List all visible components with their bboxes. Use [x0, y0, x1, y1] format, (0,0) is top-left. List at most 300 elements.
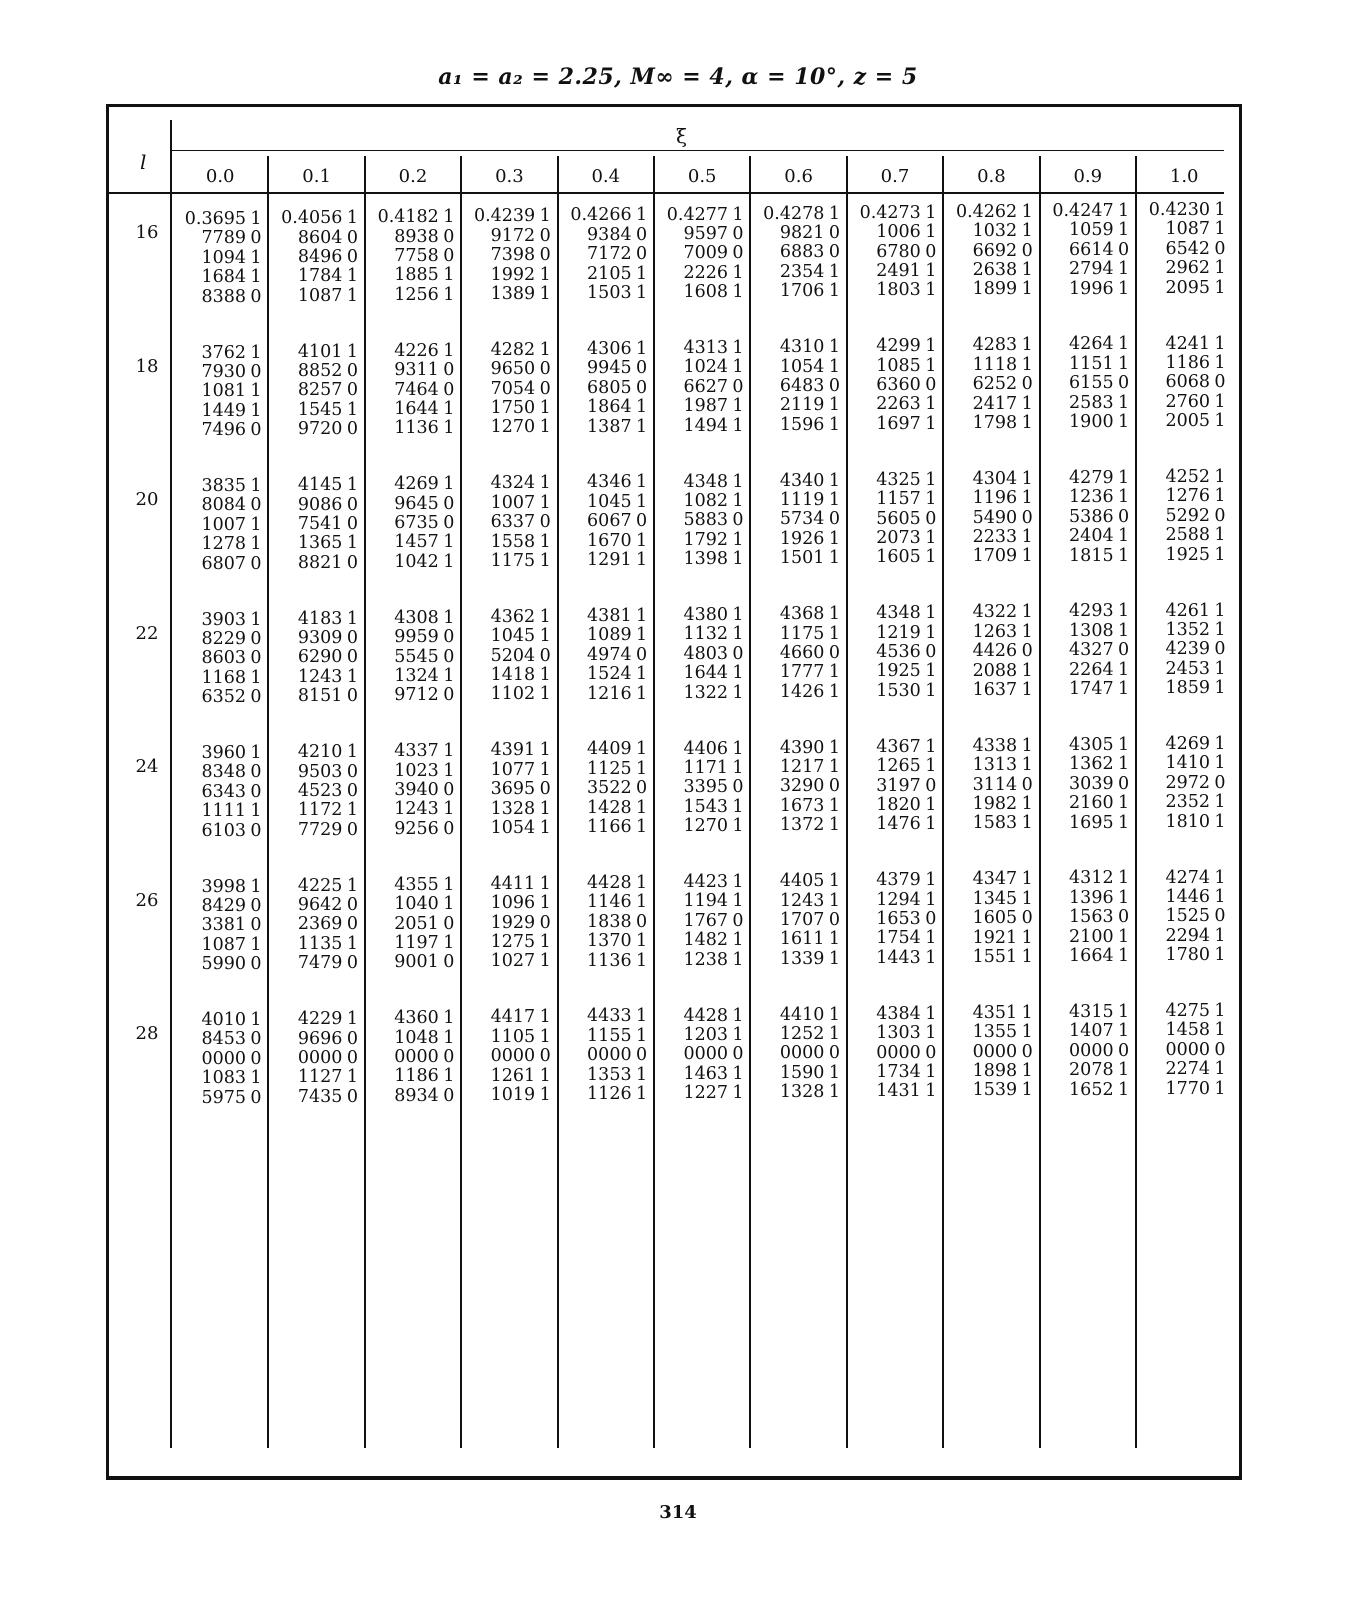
cell-flag: 0	[250, 954, 262, 975]
cell-value: 4241	[1165, 333, 1210, 354]
table-cell	[174, 611, 266, 708]
cell-value: 0000	[201, 1048, 246, 1069]
cell-flag: 1	[636, 817, 648, 838]
cell-value: 4406	[683, 738, 728, 759]
cell-flag: 0	[828, 375, 840, 396]
cell-flag: 1	[250, 609, 262, 630]
cell-flag: 1	[539, 1065, 551, 1086]
table-cell	[367, 208, 459, 305]
cell-flag: 1	[346, 933, 358, 954]
cell-flag: 0	[346, 628, 358, 648]
cell-value: 1094	[201, 247, 246, 268]
cell-line	[367, 781, 459, 800]
row-group-label: 16	[135, 222, 159, 243]
cell-line	[560, 685, 652, 704]
cell-line	[463, 666, 555, 685]
cell-flag: 1	[732, 682, 744, 703]
cell-line	[849, 529, 941, 548]
cell-line	[367, 1067, 459, 1086]
cell-flag: 1	[1118, 659, 1130, 680]
cell-value: 4183	[297, 608, 343, 629]
cell-line	[463, 952, 555, 971]
cell-flag: 1	[1214, 486, 1226, 507]
cell-value: 4304	[972, 468, 1018, 489]
cell-flag: 1	[732, 262, 744, 283]
cell-line	[270, 629, 362, 648]
cell-value: 1172	[297, 800, 343, 821]
cell-line	[752, 224, 844, 243]
cell-flag: 1	[539, 550, 551, 571]
cell-flag: 0	[636, 511, 648, 532]
cell-flag: 0	[443, 913, 455, 934]
cell-line	[849, 510, 941, 529]
cell-flag: 1	[732, 796, 744, 817]
cell-value: 0000	[297, 1047, 343, 1068]
cell-line	[1138, 1021, 1230, 1040]
cell-value: 1695	[1069, 812, 1114, 833]
cell-line	[1138, 1060, 1230, 1079]
cell-value: 1407	[1069, 1021, 1114, 1042]
cell-value: 4536	[876, 642, 921, 662]
cell-flag: 1	[1214, 277, 1226, 298]
cell-flag: 0	[925, 241, 937, 262]
cell-flag: 1	[1118, 545, 1130, 566]
cell-line	[945, 395, 1037, 414]
cell-flag: 1	[1021, 221, 1033, 242]
cell-flag: 1	[1118, 868, 1130, 889]
cell-line	[752, 1025, 844, 1044]
cell-value: 0.4262	[955, 201, 1018, 222]
cell-line	[560, 379, 652, 398]
cell-line	[945, 814, 1037, 833]
cell-flag: 0	[636, 911, 648, 932]
cell-value: 1747	[1069, 679, 1114, 700]
cell-line	[1138, 201, 1230, 220]
cell-value: 2119	[779, 395, 825, 416]
cell-line	[174, 555, 266, 574]
cell-flag: 0	[539, 779, 551, 800]
cell-line	[752, 892, 844, 911]
cell-flag: 0	[636, 644, 648, 665]
table-cell	[849, 871, 941, 968]
cell-value: 5883	[683, 510, 728, 531]
cell-flag: 1	[828, 337, 840, 358]
column-divider	[170, 120, 172, 1448]
cell-flag: 1	[346, 608, 358, 629]
cell-value: 6780	[876, 241, 921, 262]
cell-line	[463, 227, 555, 246]
cell-value: 9309	[297, 628, 343, 648]
cell-flag: 1	[346, 800, 358, 821]
cell-line	[174, 822, 266, 841]
cell-flag: 1	[828, 737, 840, 758]
cell-flag: 1	[1118, 259, 1130, 280]
cell-value: 2088	[972, 660, 1018, 681]
cell-line	[367, 609, 459, 628]
cell-line	[463, 627, 555, 646]
cell-line	[463, 266, 555, 285]
row-group-label: 28	[135, 1023, 159, 1044]
cell-line	[752, 816, 844, 835]
cell-flag: 0	[732, 1044, 744, 1065]
cell-line	[367, 915, 459, 934]
cell-line	[849, 281, 941, 300]
cell-line	[367, 648, 459, 667]
cell-flag: 0	[1021, 774, 1033, 795]
cell-value: 1186	[1165, 352, 1210, 373]
cell-flag: 1	[1214, 1001, 1226, 1021]
cell-flag: 1	[828, 1062, 840, 1083]
cell-flag: 1	[1021, 279, 1033, 300]
cell-flag: 1	[828, 757, 840, 777]
cell-flag: 0	[1214, 1039, 1226, 1060]
table-cell	[270, 209, 362, 306]
cell-line	[1042, 794, 1134, 813]
cell-line	[367, 247, 459, 266]
cell-line	[656, 511, 748, 530]
cell-value: 5605	[876, 508, 921, 529]
cell-line	[945, 1062, 1037, 1081]
cell-flag: 1	[925, 947, 937, 968]
cell-value: 0.4056	[281, 208, 343, 229]
cell-flag: 0	[1021, 1041, 1033, 1062]
cell-value: 3835	[201, 476, 246, 496]
cell-line	[367, 1087, 459, 1106]
cell-value: 1263	[972, 621, 1018, 642]
cell-value: 1810	[1165, 811, 1210, 832]
cell-flag: 0	[346, 780, 358, 801]
cell-line	[752, 1064, 844, 1083]
cell-value: 1146	[587, 892, 632, 913]
cell-flag: 0	[636, 244, 648, 265]
cell-value: 0.4273	[859, 202, 921, 223]
table-cell	[849, 337, 941, 434]
cell-flag: 1	[1214, 1020, 1226, 1041]
cell-flag: 1	[925, 736, 937, 757]
cell-value: 2226	[683, 262, 728, 283]
cell-value: 9597	[683, 223, 728, 244]
cell-flag: 1	[925, 260, 937, 281]
cell-value: 1007	[490, 492, 536, 513]
cell-line	[849, 204, 941, 223]
cell-flag: 0	[250, 553, 262, 574]
cell-flag: 1	[925, 889, 937, 910]
cell-value: 1252	[779, 1024, 825, 1044]
table-cell	[1138, 335, 1230, 432]
cell-line	[1042, 661, 1134, 680]
cell-flag: 1	[636, 397, 648, 418]
cell-value: 1256	[394, 284, 439, 305]
cell-flag: 1	[828, 414, 840, 435]
cell-flag: 1	[1021, 412, 1033, 433]
cell-line	[270, 554, 362, 573]
table-cell	[367, 742, 459, 839]
cell-value: 0.4239	[473, 206, 536, 227]
cell-line	[174, 763, 266, 782]
cell-value: 9086	[297, 494, 343, 515]
cell-flag: 0	[250, 687, 262, 708]
cell-flag: 1	[1118, 926, 1130, 947]
cell-value: 9384	[587, 224, 632, 245]
table-cell	[849, 204, 941, 301]
cell-flag: 1	[732, 1063, 744, 1084]
cell-flag: 1	[1118, 1001, 1130, 1022]
cell-flag: 1	[1214, 258, 1226, 279]
cell-value: 1027	[490, 951, 536, 972]
cell-line	[270, 743, 362, 762]
cell-line	[270, 381, 362, 400]
cell-line	[367, 533, 459, 552]
cell-value: 1590	[779, 1062, 825, 1083]
cell-line	[463, 474, 555, 493]
cell-flag: 1	[1214, 544, 1226, 565]
cell-line	[1042, 1022, 1134, 1041]
cell-flag: 0	[539, 359, 551, 380]
cell-value: 2160	[1069, 793, 1114, 814]
cell-line	[174, 382, 266, 401]
cell-line	[945, 662, 1037, 681]
cell-line	[560, 226, 652, 245]
cell-line	[174, 1030, 266, 1049]
cell-line	[270, 915, 362, 934]
cell-line	[270, 343, 362, 362]
cell-line	[656, 684, 748, 703]
cell-flag: 1	[1214, 352, 1226, 373]
cell-flag: 0	[443, 246, 455, 266]
cell-flag: 1	[250, 1010, 262, 1030]
cell-value: 4308	[394, 607, 439, 628]
cell-line	[752, 530, 844, 549]
cell-flag: 1	[1021, 335, 1033, 356]
cell-value: 1780	[1165, 945, 1210, 966]
cell-flag: 1	[443, 398, 455, 419]
cell-value: 1087	[297, 285, 343, 306]
cell-value: 6155	[1069, 373, 1114, 394]
cell-flag: 1	[828, 490, 840, 510]
cell-line	[1042, 928, 1134, 947]
column-header: 0.4	[591, 166, 621, 187]
cell-line	[1042, 241, 1134, 260]
cell-line	[656, 778, 748, 797]
cell-flag: 1	[1021, 468, 1033, 489]
cell-flag: 1	[443, 340, 455, 361]
cell-line	[752, 472, 844, 491]
cell-flag: 1	[1118, 601, 1130, 622]
cell-flag: 1	[925, 680, 937, 701]
cell-flag: 0	[636, 358, 648, 379]
cell-line	[1042, 889, 1134, 908]
cell-line	[174, 630, 266, 649]
cell-line	[174, 611, 266, 630]
cell-flag: 0	[346, 361, 358, 381]
cell-value: 9650	[490, 359, 536, 380]
cell-value: 7479	[297, 953, 343, 974]
cell-line	[174, 344, 266, 363]
cell-line	[560, 760, 652, 779]
cell-value: 2583	[1069, 392, 1114, 413]
cell-line	[849, 929, 941, 948]
column-divider	[942, 156, 944, 1448]
cell-flag: 1	[443, 607, 455, 628]
cell-value: 1171	[683, 757, 728, 778]
xi-header: ξ	[676, 124, 688, 148]
cell-value: 1345	[972, 888, 1018, 909]
cell-line	[367, 1029, 459, 1048]
cell-flag: 1	[732, 282, 744, 303]
cell-value: 8603	[201, 648, 246, 669]
cell-line	[656, 339, 748, 358]
cell-flag: 1	[732, 738, 744, 759]
cell-flag: 1	[443, 932, 455, 953]
cell-value: 1784	[297, 266, 343, 287]
cell-line	[656, 397, 748, 416]
cell-flag: 1	[1118, 1021, 1130, 1042]
cell-line	[270, 648, 362, 667]
cell-value: 7729	[297, 819, 343, 840]
cell-value: 5292	[1165, 505, 1210, 526]
cell-value: 2051	[394, 913, 439, 934]
cell-flag: 0	[346, 227, 358, 248]
cell-flag: 1	[346, 875, 358, 896]
cell-value: 4338	[972, 735, 1018, 756]
cell-flag: 0	[1021, 641, 1033, 662]
cell-value: 6692	[972, 240, 1018, 261]
cell-flag: 1	[1214, 391, 1226, 412]
cell-line	[270, 1049, 362, 1068]
cell-line	[752, 950, 844, 969]
cell-value: 1558	[490, 531, 536, 552]
cell-line	[849, 262, 941, 281]
cell-line	[1042, 413, 1134, 432]
cell-value: 1136	[587, 950, 632, 971]
cell-value: 1125	[587, 758, 632, 779]
cell-flag: 1	[1021, 869, 1033, 890]
cell-value: 6542	[1165, 238, 1210, 259]
cell-flag: 1	[925, 527, 937, 548]
cell-value: 4417	[490, 1007, 536, 1028]
cell-value: 3381	[201, 915, 246, 936]
cell-flag: 0	[250, 361, 262, 382]
cell-line	[1042, 335, 1134, 354]
cell-value: 6483	[779, 375, 825, 396]
cell-value: 0000	[490, 1046, 536, 1067]
cell-value: 9945	[587, 358, 632, 379]
cell-value: 6614	[1069, 239, 1114, 260]
cell-value: 1664	[1069, 946, 1114, 967]
cell-value: 1157	[876, 489, 921, 510]
cell-value: 1083	[201, 1068, 246, 1089]
cell-value: 2105	[587, 263, 632, 284]
cell-line	[174, 1089, 266, 1108]
table-cell	[270, 476, 362, 573]
cell-flag: 0	[346, 686, 358, 707]
cell-flag: 1	[443, 760, 455, 781]
cell-value: 5545	[394, 646, 439, 667]
cell-line	[174, 496, 266, 515]
cell-flag: 1	[732, 1005, 744, 1026]
cell-flag: 1	[1214, 678, 1226, 699]
cell-line	[367, 762, 459, 781]
cell-line	[270, 476, 362, 495]
cell-flag: 1	[346, 1009, 358, 1030]
cell-flag: 1	[1118, 334, 1130, 355]
cell-value: 1219	[876, 622, 921, 643]
cell-line	[174, 744, 266, 763]
cell-value: 2638	[972, 260, 1018, 281]
cell-flag: 1	[1118, 679, 1130, 700]
cell-value: 1608	[683, 282, 728, 303]
cell-flag: 1	[443, 551, 455, 572]
cell-value: 1032	[972, 221, 1018, 242]
cell-value: 4409	[587, 739, 632, 760]
cell-flag: 0	[346, 914, 358, 935]
cell-value: 1652	[1069, 1079, 1114, 1100]
cell-line	[270, 687, 362, 706]
cell-flag: 0	[828, 509, 840, 530]
cell-flag: 1	[925, 814, 937, 835]
cell-value: 1754	[876, 928, 921, 949]
cell-line	[945, 489, 1037, 508]
cell-value: 6290	[297, 647, 343, 668]
cell-line	[270, 954, 362, 973]
cell-flag: 0	[1214, 238, 1226, 259]
cell-value: 4390	[779, 737, 825, 758]
cell-flag: 1	[732, 930, 744, 951]
cell-value: 1539	[972, 1080, 1018, 1101]
cell-value: 1482	[683, 930, 728, 951]
cell-value: 3762	[201, 342, 246, 363]
cell-line	[174, 1069, 266, 1088]
cell-flag: 0	[1118, 907, 1130, 928]
cell-value: 1328	[490, 798, 536, 819]
cell-value: 2233	[972, 527, 1018, 548]
cell-line	[1042, 547, 1134, 566]
cell-value: 1596	[779, 414, 825, 435]
cell-value: 1243	[779, 890, 825, 911]
table-cell	[1042, 602, 1134, 699]
table-cell	[174, 344, 266, 441]
cell-line	[945, 222, 1037, 241]
cell-line	[367, 381, 459, 400]
cell-value: 0000	[1165, 1039, 1210, 1060]
cell-line	[270, 1088, 362, 1107]
cell-line	[849, 1044, 941, 1063]
cell-value: 6735	[394, 513, 439, 533]
cell-value: 4411	[490, 873, 536, 894]
cell-line	[849, 395, 941, 414]
cell-line	[656, 417, 748, 436]
cell-value: 9645	[394, 493, 439, 514]
cell-line	[560, 952, 652, 971]
column-divider	[1039, 156, 1041, 1448]
cell-value: 4433	[587, 1006, 632, 1027]
cell-value: 8348	[201, 762, 246, 783]
cell-line	[945, 681, 1037, 700]
cell-flag: 1	[250, 1068, 262, 1089]
cell-line	[1138, 526, 1230, 545]
cell-value: 1885	[394, 265, 439, 286]
cell-flag: 0	[1118, 1040, 1130, 1061]
table-cell	[270, 1010, 362, 1107]
cell-value: 1135	[297, 933, 343, 954]
cell-value: 4322	[972, 602, 1018, 623]
cell-flag: 1	[925, 1081, 937, 1102]
cell-line	[849, 777, 941, 796]
cell-flag: 1	[636, 205, 648, 226]
cell-line	[752, 1006, 844, 1025]
cell-value: 9720	[297, 419, 343, 440]
cell-line	[849, 757, 941, 776]
